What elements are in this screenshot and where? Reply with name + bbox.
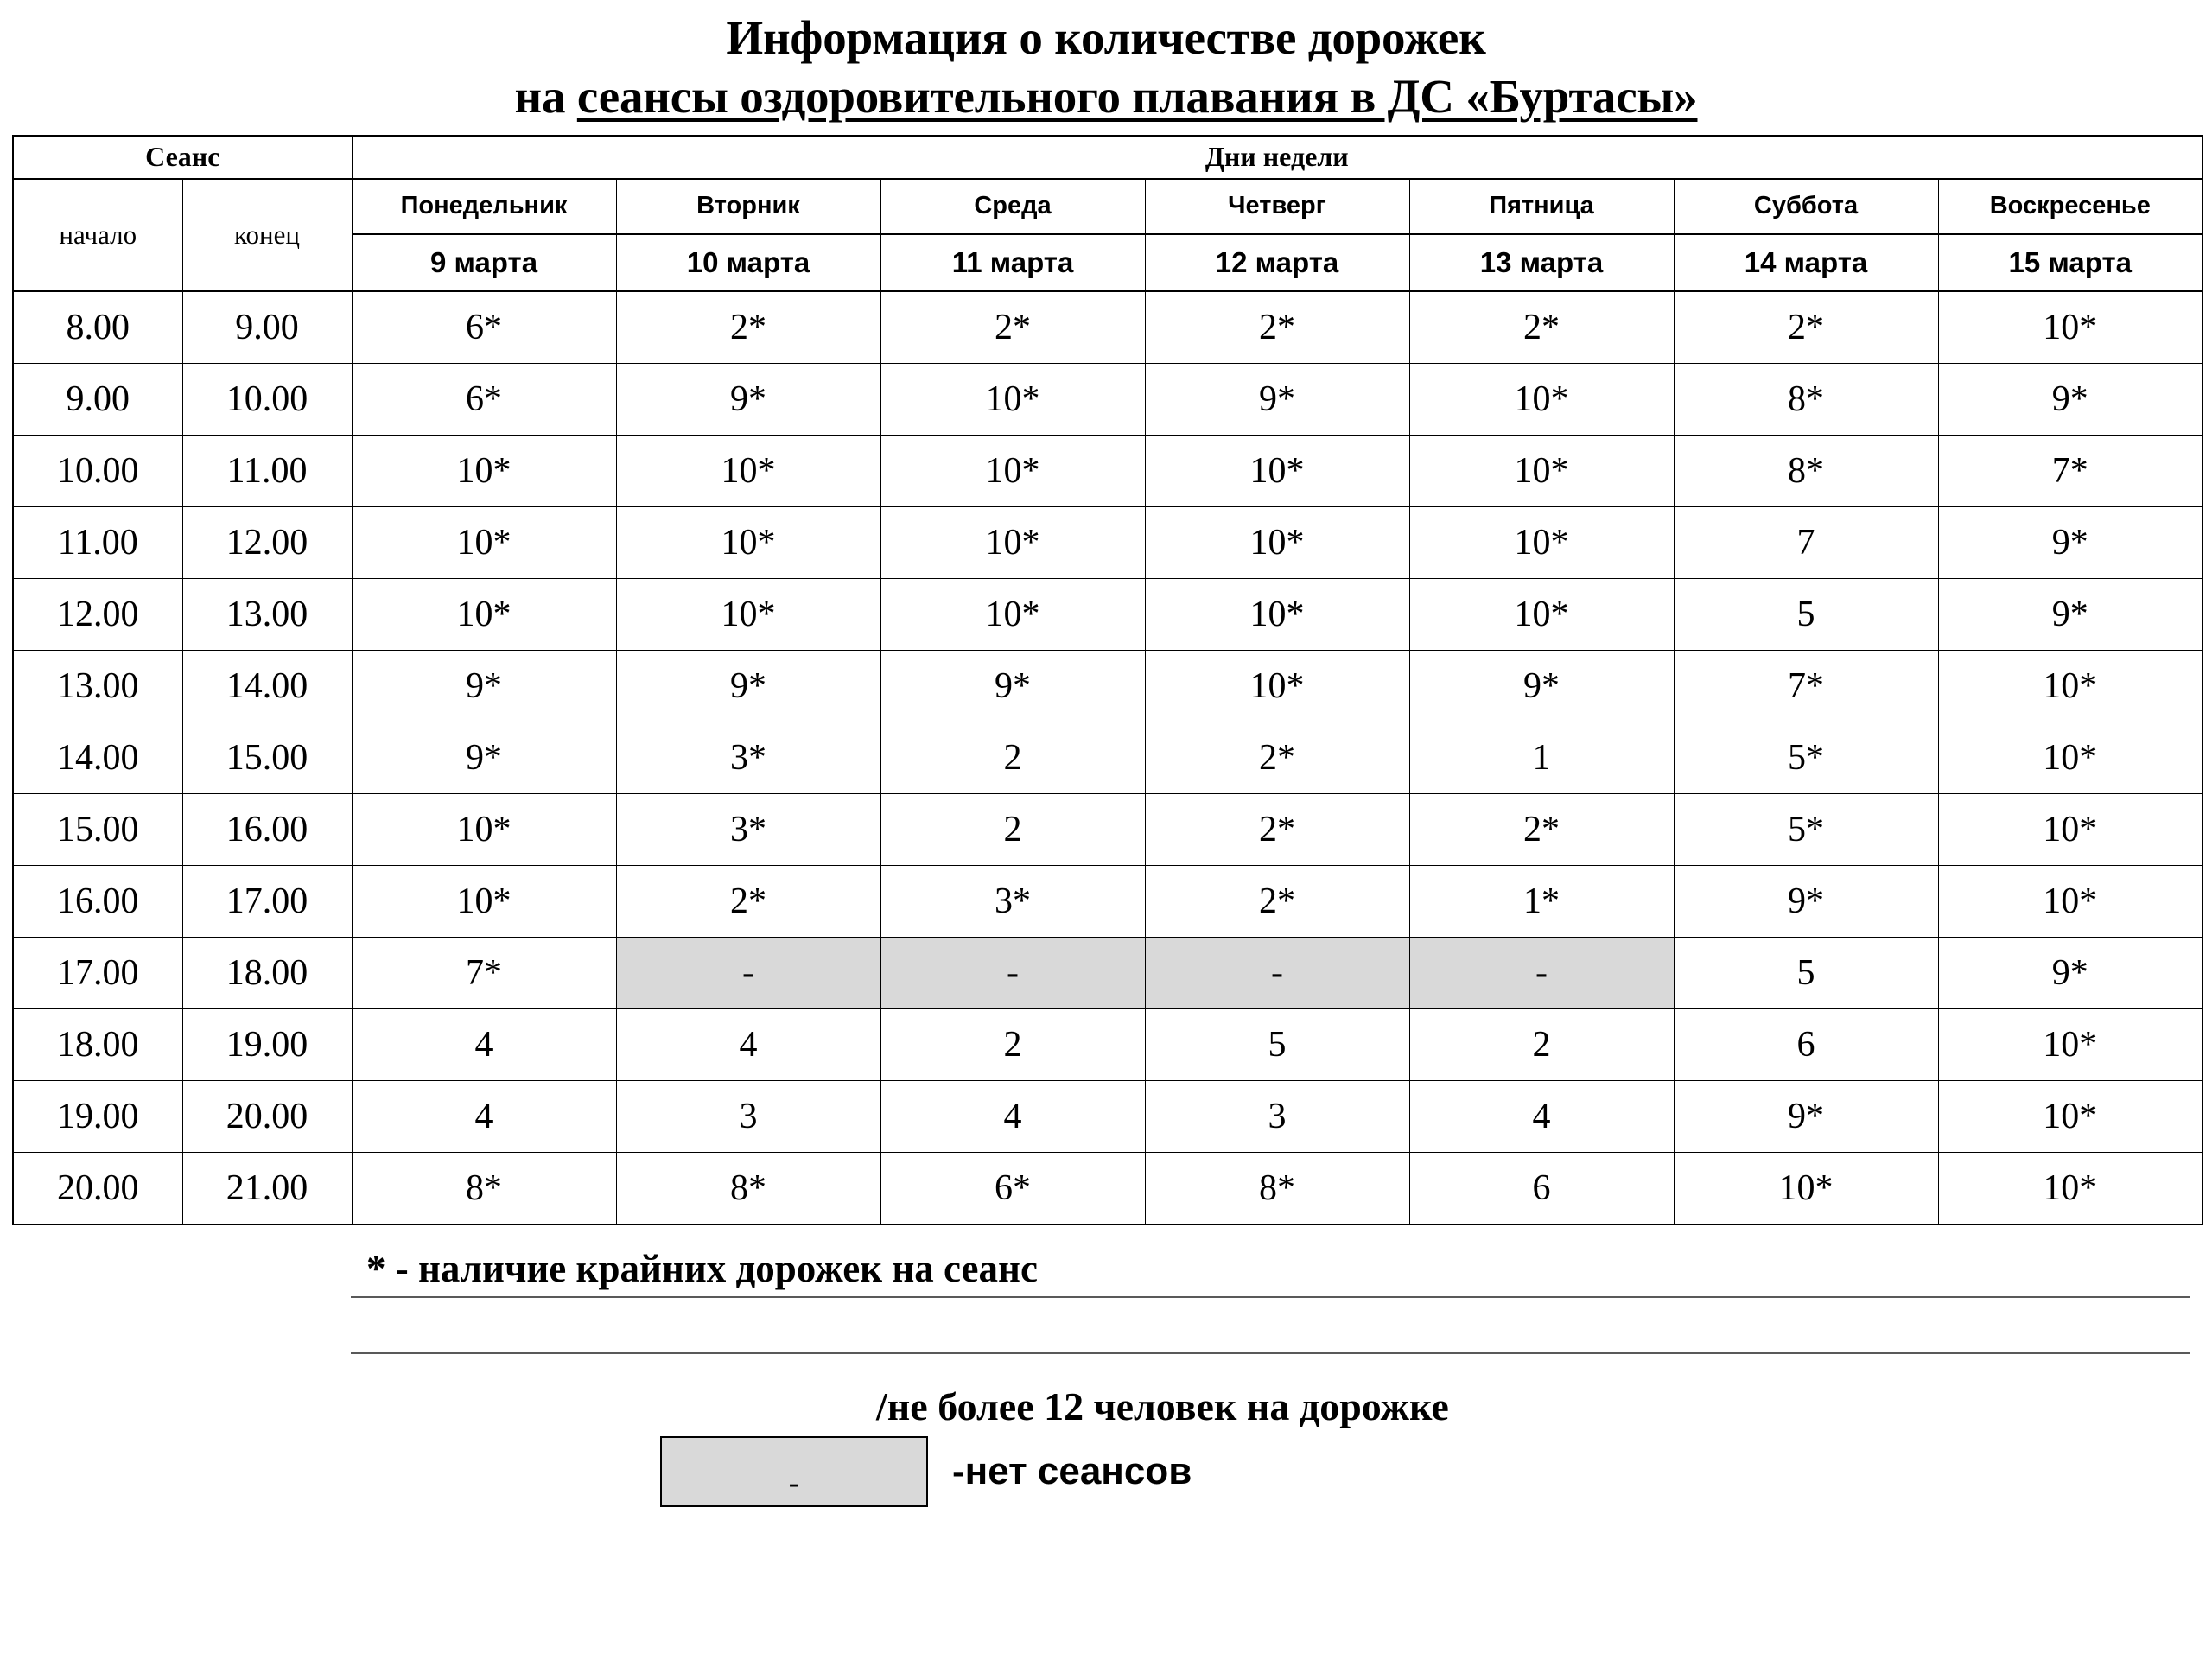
session-start-time: 20.00 [13,1152,182,1225]
lane-count-cell: 10* [352,435,616,506]
header-session: Сеанс [13,136,352,179]
lane-count-cell: 8* [616,1152,880,1225]
lane-count-cell: 10* [1409,435,1674,506]
lane-count-cell: 10* [1409,578,1674,650]
session-start-time: 14.00 [13,722,182,793]
table-head [13,136,2202,291]
session-start-time: 12.00 [13,578,182,650]
lane-count-cell: 6* [880,1152,1145,1225]
header-day-friday: Пятница [1409,179,1674,234]
header-day-sunday: Воскресенье [1938,179,2202,234]
session-start-time: 8.00 [13,291,182,364]
header-day-tuesday: Вторник [616,179,880,234]
lane-count-cell: 10* [352,865,616,937]
lane-count-cell: 10* [1938,1080,2202,1152]
lane-count-cell: 9* [352,650,616,722]
lane-count-cell: 6 [1674,1008,1938,1080]
legend-row [660,1436,2200,1507]
session-start-time: 15.00 [13,793,182,865]
session-end-time: 12.00 [182,506,352,578]
session-start-time: 19.00 [13,1080,182,1152]
lane-count-cell: 2* [1145,793,1409,865]
lane-count-cell: 10* [1145,650,1409,722]
page-title [0,0,2212,124]
header-date-monday: 9 марта [352,234,616,291]
lane-count-cell: 2 [1409,1008,1674,1080]
table-body [13,291,2202,1225]
lane-count-cell: 3* [880,865,1145,937]
title-line-2 [0,69,2212,124]
session-end-time: 9.00 [182,291,352,364]
session-end-time: 13.00 [182,578,352,650]
lane-count-cell: 2* [1145,291,1409,364]
header-day-monday: Понедельник [352,179,616,234]
header-row-group [13,136,2202,179]
lane-count-cell: 5 [1674,578,1938,650]
lane-count-cell: 5* [1674,793,1938,865]
lane-count-cell: 5 [1145,1008,1409,1080]
lane-count-cell: 4 [880,1080,1145,1152]
lane-count-cell: 4 [1409,1080,1674,1152]
lane-count-cell: 10* [1938,722,2202,793]
header-date-tuesday: 10 марта [616,234,880,291]
lane-count-cell: 10* [1938,650,2202,722]
lane-count-cell-no-session: - [1145,937,1409,1008]
session-end-time: 14.00 [182,650,352,722]
asterisk-note: * - наличие крайних дорожек на сеанс [366,1246,1038,1290]
lane-count-cell: 7 [1674,506,1938,578]
lane-count-cell: 10* [1938,1008,2202,1080]
table-row [13,363,2202,435]
header-day-wednesday: Среда [880,179,1145,234]
table-row [13,291,2202,364]
header-end: конец [182,179,352,291]
table-row [13,865,2202,937]
lane-count-cell: 10* [1409,363,1674,435]
lane-count-cell: 3 [1145,1080,1409,1152]
header-day-saturday: Суббота [1674,179,1938,234]
session-start-time: 13.00 [13,650,182,722]
table-row [13,650,2202,722]
table-row [13,793,2202,865]
lane-count-cell: 4 [352,1080,616,1152]
lane-count-cell: 6 [1409,1152,1674,1225]
session-end-time: 19.00 [182,1008,352,1080]
lane-count-cell: 4 [616,1008,880,1080]
session-end-time: 18.00 [182,937,352,1008]
session-start-time: 9.00 [13,363,182,435]
header-date-sunday: 15 марта [1938,234,2202,291]
session-end-time: 21.00 [182,1152,352,1225]
session-start-time: 18.00 [13,1008,182,1080]
lane-count-cell: 3* [616,793,880,865]
no-session-swatch: - [660,1436,928,1507]
lane-count-cell: 9* [1674,865,1938,937]
title-line-2-underlined: сеансы оздоровительного плавания в ДС «Буртасы» [576,69,1698,123]
lane-count-cell: 9* [1938,578,2202,650]
lane-count-cell-no-session: - [616,937,880,1008]
lane-count-cell: 5* [1674,722,1938,793]
lane-count-cell: 9* [1938,506,2202,578]
divider-rule-2 [351,1352,2190,1354]
lane-count-cell: 10* [1145,506,1409,578]
lane-count-cell: 2 [880,793,1145,865]
lane-count-cell-no-session: - [880,937,1145,1008]
table-row [13,506,2202,578]
lane-count-cell: 9* [1145,363,1409,435]
header-start: начало [13,179,182,291]
lane-count-cell: 2* [616,291,880,364]
lane-count-cell: 9* [1938,937,2202,1008]
session-end-time: 20.00 [182,1080,352,1152]
lane-count-cell: 10* [1409,506,1674,578]
table-row [13,435,2202,506]
header-row-daynames [13,179,2202,234]
lane-count-cell-no-session: - [1409,937,1674,1008]
lane-count-cell: 9* [1674,1080,1938,1152]
lane-count-cell: 10* [616,578,880,650]
table-row [13,1152,2202,1225]
header-date-wednesday: 11 марта [880,234,1145,291]
lane-count-cell: 10* [616,435,880,506]
session-end-time: 15.00 [182,722,352,793]
session-start-time: 11.00 [13,506,182,578]
lane-count-cell: 2 [880,1008,1145,1080]
lane-count-cell: 1 [1409,722,1674,793]
lane-count-cell: 10* [1145,435,1409,506]
table-row [13,578,2202,650]
lane-count-cell: 10* [1938,291,2202,364]
lane-count-cell: 2* [616,865,880,937]
lane-count-cell: 10* [1145,578,1409,650]
lane-count-cell: 10* [1938,793,2202,865]
lane-count-cell: 9* [1409,650,1674,722]
lane-count-cell: 2 [880,722,1145,793]
no-session-label: -нет сеансов [952,1449,1192,1492]
lane-count-cell: 9* [352,722,616,793]
lane-count-cell: 8* [1145,1152,1409,1225]
lane-count-cell: 3 [616,1080,880,1152]
lane-count-cell: 2* [1145,865,1409,937]
lane-count-cell: 10* [1938,1152,2202,1225]
capacity-note: /не более 12 человек на дорожке [876,1384,1449,1428]
session-end-time: 16.00 [182,793,352,865]
lane-count-cell: 9* [616,363,880,435]
lane-count-cell: 7* [1674,650,1938,722]
lane-count-cell: 10* [1674,1152,1938,1225]
lane-count-cell: 10* [880,578,1145,650]
title-line-2-prefix: на [514,69,577,123]
lane-count-cell: 10* [352,793,616,865]
session-end-time: 17.00 [182,865,352,937]
lane-count-cell: 9* [616,650,880,722]
lane-count-cell: 9* [1938,363,2202,435]
session-end-time: 10.00 [182,363,352,435]
lane-count-cell: 2* [1674,291,1938,364]
divider-rule-1 [351,1296,2190,1298]
header-date-thursday: 12 марта [1145,234,1409,291]
lane-count-cell: 2* [880,291,1145,364]
lane-count-cell: 7* [1938,435,2202,506]
lane-count-cell: 2* [1145,722,1409,793]
lane-count-cell: 5 [1674,937,1938,1008]
session-end-time: 11.00 [182,435,352,506]
lane-count-cell: 8* [352,1152,616,1225]
lane-count-cell: 10* [352,578,616,650]
schedule-table-wrapper [0,135,2212,1225]
footer-area [0,1246,2212,1507]
title-line-1: Информация о количестве дорожек [726,11,1486,64]
header-date-saturday: 14 марта [1674,234,1938,291]
lane-count-cell: 10* [880,435,1145,506]
lane-count-cell: 2* [1409,793,1674,865]
session-start-time: 17.00 [13,937,182,1008]
lane-count-cell: 10* [616,506,880,578]
lane-schedule-table [12,135,2203,1225]
table-row [13,937,2202,1008]
lane-count-cell: 4 [352,1008,616,1080]
table-row [13,1080,2202,1152]
session-start-time: 16.00 [13,865,182,937]
lane-count-cell: 6* [352,291,616,364]
lane-count-cell: 10* [880,363,1145,435]
lane-count-cell: 10* [880,506,1145,578]
lane-count-cell: 2* [1409,291,1674,364]
lane-count-cell: 8* [1674,435,1938,506]
table-row [13,722,2202,793]
header-date-friday: 13 марта [1409,234,1674,291]
lane-count-cell: 8* [1674,363,1938,435]
lane-count-cell: 6* [352,363,616,435]
lane-count-cell: 9* [880,650,1145,722]
header-day-thursday: Четверг [1145,179,1409,234]
lane-count-cell: 1* [1409,865,1674,937]
table-row [13,1008,2202,1080]
lane-count-cell: 3* [616,722,880,793]
header-weekdays: Дни недели [352,136,2202,179]
lane-count-cell: 10* [1938,865,2202,937]
session-start-time: 10.00 [13,435,182,506]
lane-count-cell: 10* [352,506,616,578]
lane-count-cell: 7* [352,937,616,1008]
